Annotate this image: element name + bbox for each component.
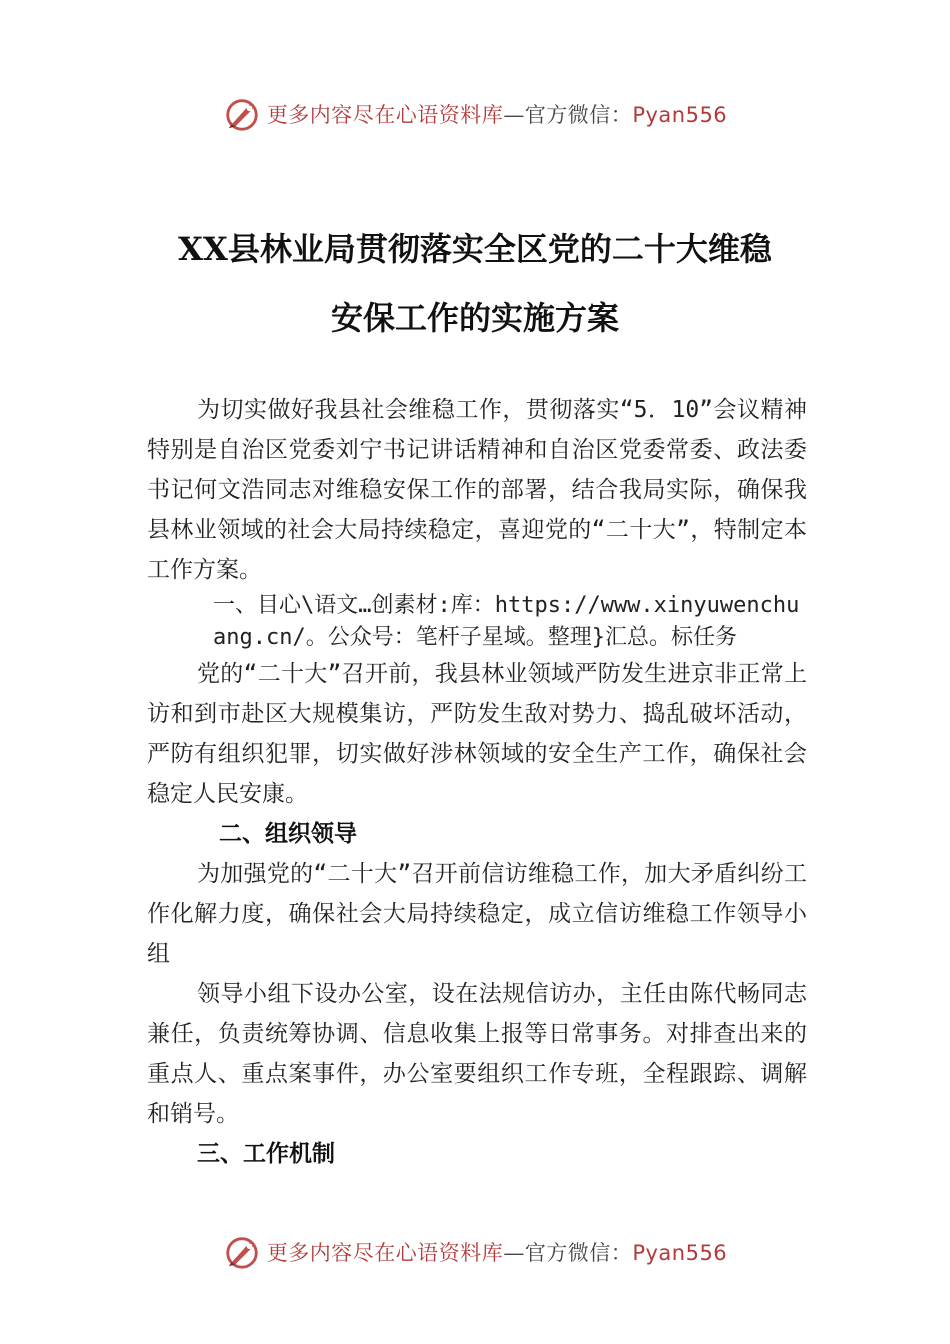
watermark-wechat-id: Pyan556 [632, 103, 728, 127]
section1-body: 党的“二十大”召开前，我县林业领域严防发生进京非正常上访和到市赴区大规模集访，严防发生敌对势力、捣乱破坏活动，严防有组织犯罪，切实做好涉林领域的安全生产工作，确保社会稳定人民安康。 [147, 661, 807, 807]
watermark-label: 官方微信： [524, 103, 633, 127]
watermark-red-text: 更多内容尽在心语资料库 [266, 103, 504, 127]
section3-heading: 三、工作机制 [197, 1141, 335, 1167]
section2-heading: 二、组织领导 [219, 821, 357, 847]
section2-body2: 领导小组下设办公室，设在法规信访办，主任由陈代畅同志兼任，负责统筹协调、信息收集上报等日常事务。对排查出来的重点人、重点案事件，办公室要组织工作专班，全程跟踪、调解和销号。 [147, 981, 807, 1127]
section2-body1: 为加强党的“二十大”召开前信访维稳工作，加大矛盾纠纷工作化解力度，确保社会大局持续稳定，成立信访维稳工作领导小组 [147, 861, 807, 967]
watermark-text [267, 99, 727, 129]
watermark-dash: — [503, 1241, 525, 1265]
pen-logo-icon [223, 95, 261, 133]
watermark-banner-bottom [0, 1232, 950, 1272]
pen-logo-icon [223, 1233, 261, 1271]
intro-paragraph: 为切实做好我县社会维稳工作，贯彻落实“5．10”会议精神特别是自治区党委刘宁书记讲话精神和自治区党委常委、政法委书记何文浩同志对维稳安保工作的部署，结合我局实际，确保我县林业领域的社会大局持续稳定，喜迎党的“二十大”，特制定本工作方案。 [147, 397, 807, 583]
watermark-banner-top [0, 94, 950, 134]
watermark-dash: — [503, 103, 525, 127]
document-title-line1: XX县林业局贯彻落实全区党的二十大维稳 [178, 230, 772, 268]
watermark-wechat-id: Pyan556 [632, 1241, 728, 1265]
document-body [147, 390, 807, 1174]
document-title-line2: 安保工作的实施方案 [330, 299, 619, 337]
watermark-label: 官方微信： [524, 1241, 633, 1265]
watermark-text [267, 1237, 727, 1267]
section1-line: 一、目心\语文…创素材:库：https://www.xinyuwenchuang.cn/。公众号：笔杆子星域。整理}汇总。标任务 [213, 593, 800, 650]
watermark-red-text: 更多内容尽在心语资料库 [266, 1241, 504, 1265]
